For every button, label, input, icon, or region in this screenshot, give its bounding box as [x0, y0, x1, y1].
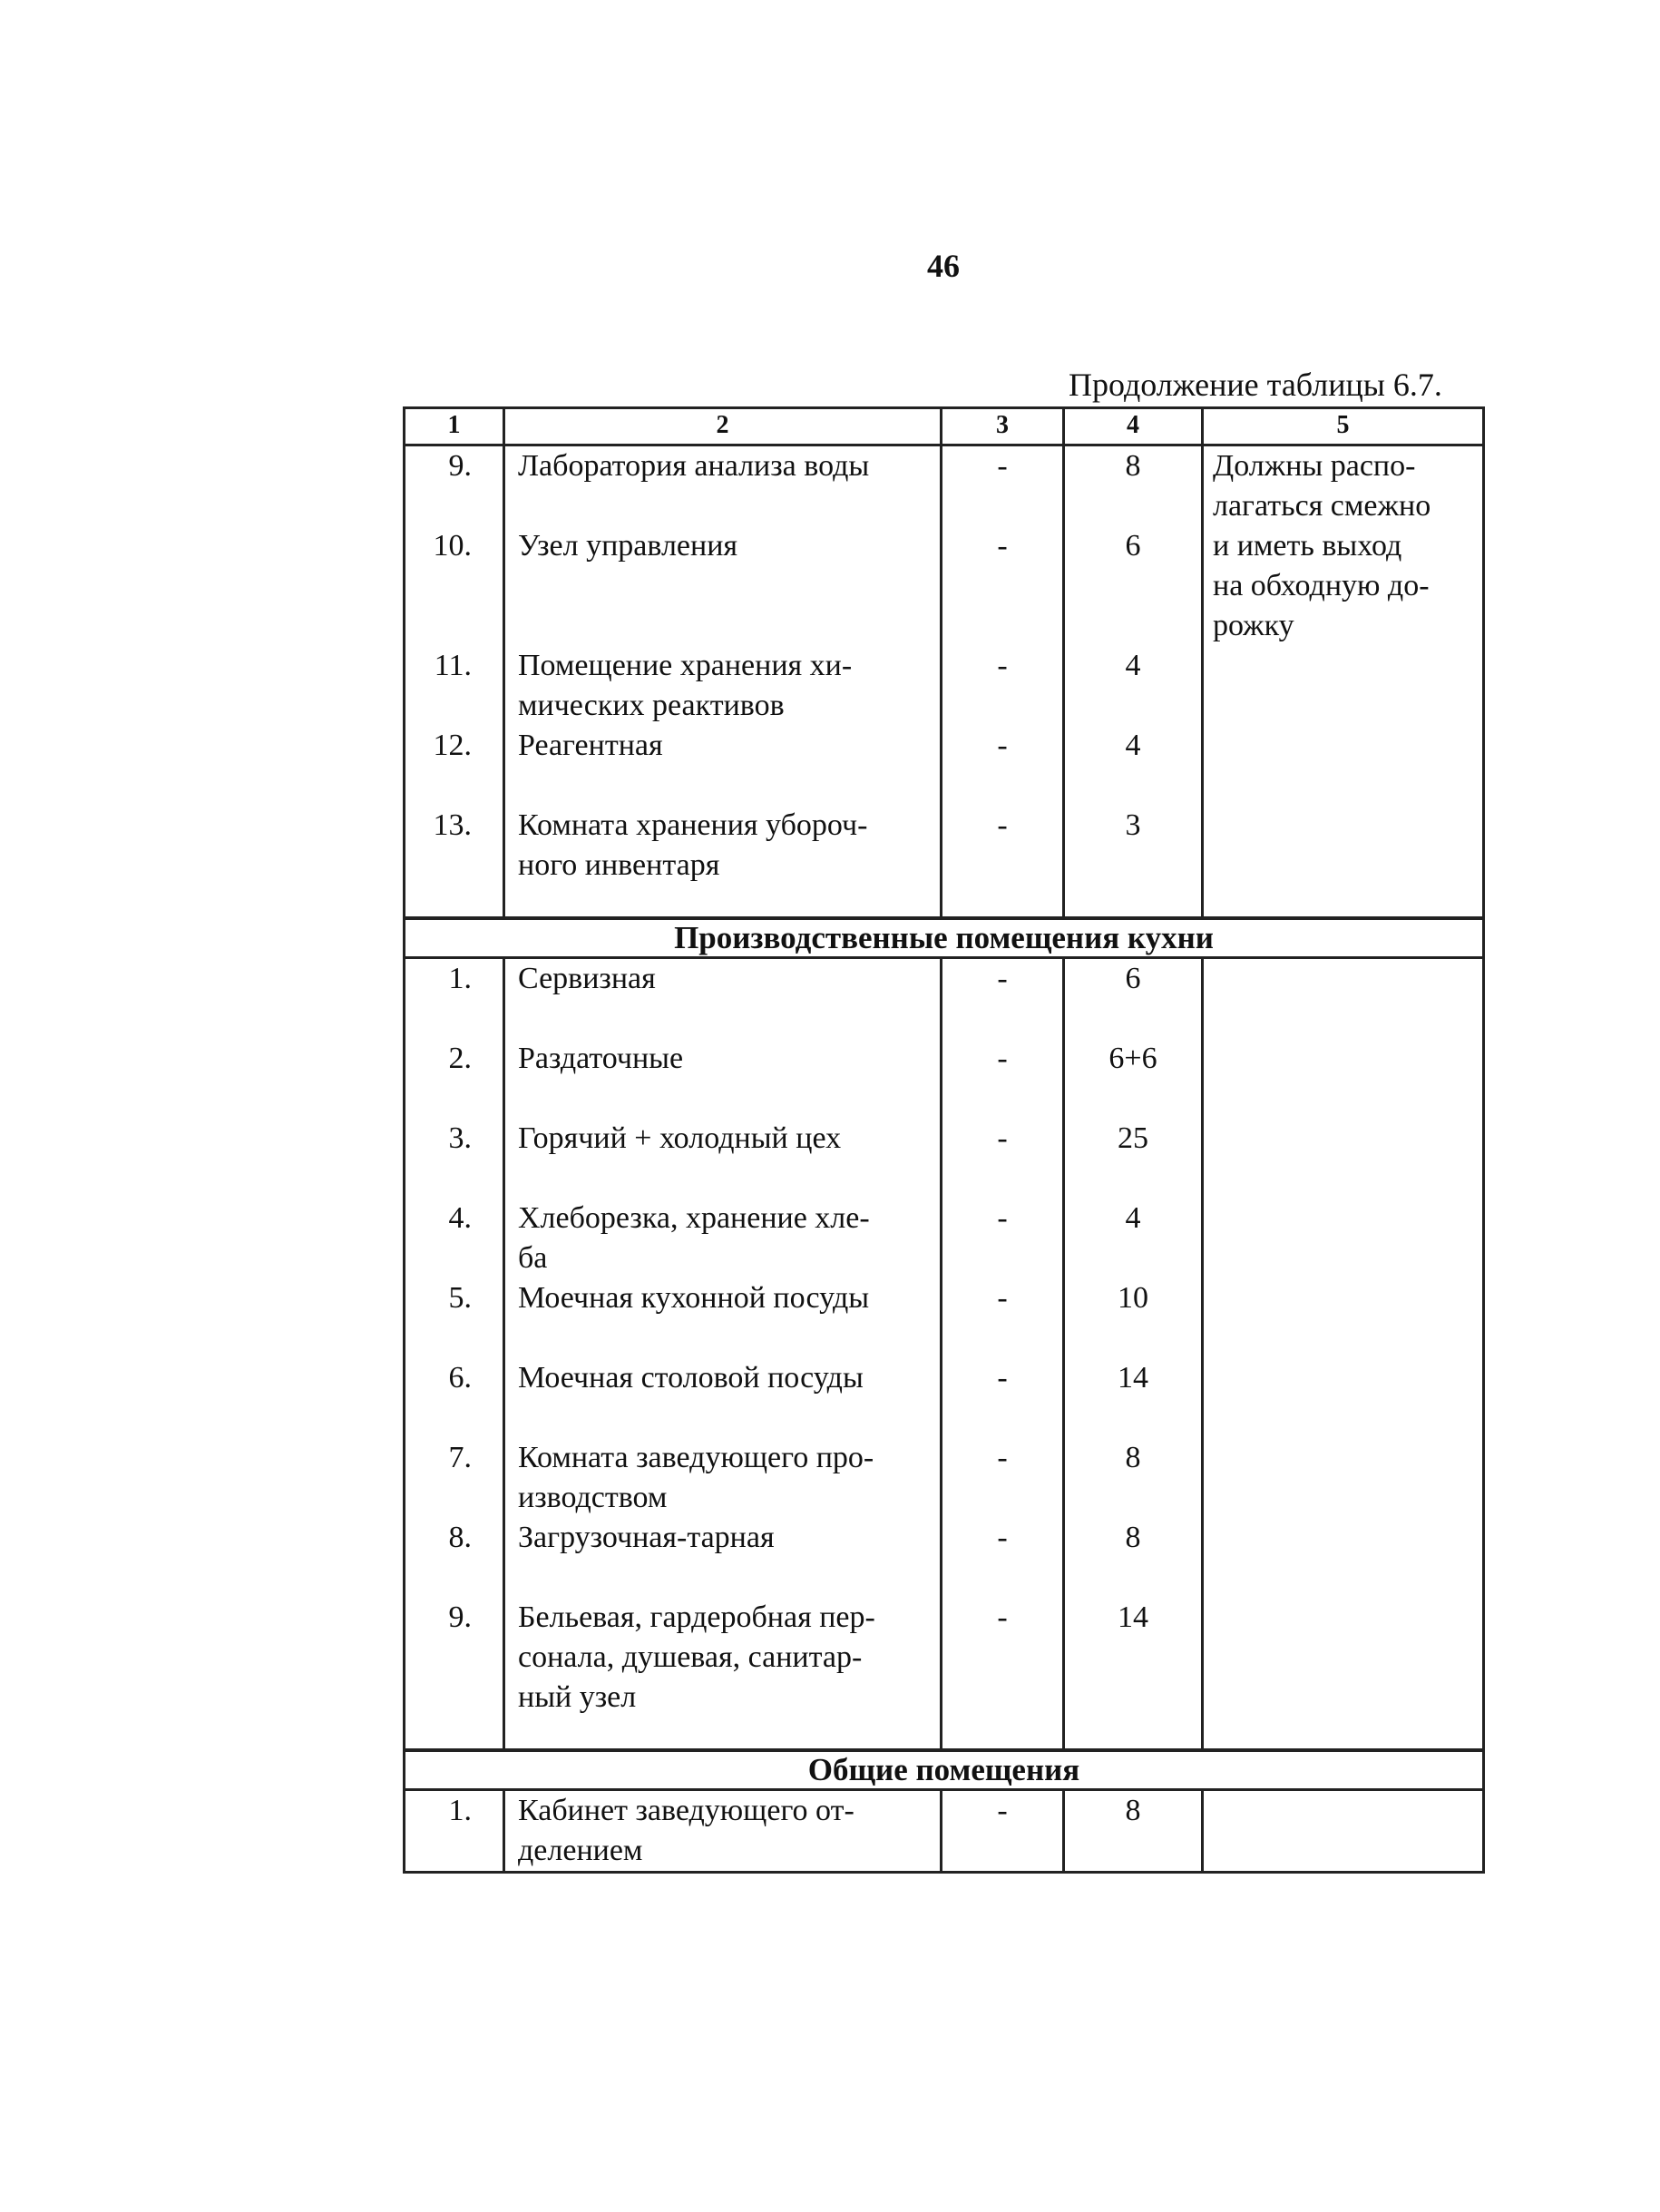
room-name: Моечная кухонной посуды: [504, 1278, 942, 1358]
column-header-5: 5: [1203, 408, 1484, 445]
col3-value: -: [942, 958, 1064, 1040]
rooms-table: [403, 406, 1485, 1874]
col3-value: -: [942, 726, 1064, 806]
note-cell: [1203, 958, 1484, 1040]
note-cell: [1203, 1039, 1484, 1119]
room-name: Помещение хранения хи- мических реактивов: [504, 646, 942, 726]
column-header-2: 2: [504, 408, 942, 445]
table-row: [405, 1790, 1484, 1873]
room-name: Комната хранения убороч- ного инвентаря: [504, 806, 942, 886]
row-number: 5.: [405, 1278, 504, 1358]
col4-value: 8: [1064, 445, 1203, 527]
row-number: 9.: [405, 445, 504, 527]
col4-value: 4: [1064, 646, 1203, 726]
col3-value: -: [942, 646, 1064, 726]
col4-value: 8: [1064, 1518, 1203, 1598]
col4-value: 6: [1064, 526, 1203, 646]
row-number: 10.: [405, 526, 504, 646]
page-number: 46: [927, 248, 960, 284]
room-name: Моечная столовой посуды: [504, 1358, 942, 1438]
room-name: Комната заведующего про- изводством: [504, 1438, 942, 1518]
col3-value: -: [942, 445, 1064, 527]
table-caption: Продолжение таблицы 6.7.: [1069, 367, 1442, 403]
table-row: [405, 445, 1484, 527]
placement-note: Должны распо- лагаться смежно и иметь выход на обходную до- рожку: [1203, 445, 1484, 919]
room-name: Реагентная: [504, 726, 942, 806]
table-row: [405, 1518, 1484, 1598]
col4-value: 6+6: [1064, 1039, 1203, 1119]
column-header-4: 4: [1064, 408, 1203, 445]
col3-value: -: [942, 1119, 1064, 1199]
col4-value: 8: [1064, 1790, 1203, 1873]
section-title-kitchen: Производственные помещения кухни: [405, 918, 1484, 958]
table-row: [405, 1598, 1484, 1718]
table-row: [405, 1438, 1484, 1518]
col3-value: -: [942, 1199, 1064, 1278]
col4-value: 4: [1064, 726, 1203, 806]
col3-value: -: [942, 1278, 1064, 1358]
col3-value: -: [942, 1598, 1064, 1718]
note-cell: [1203, 1438, 1484, 1518]
col4-value: 4: [1064, 1199, 1203, 1278]
room-name: Горячий + холодный цех: [504, 1119, 942, 1199]
row-number: 13.: [405, 806, 504, 886]
col3-value: -: [942, 1438, 1064, 1518]
table-row: [405, 1358, 1484, 1438]
room-name: Лаборатория анализа воды: [504, 445, 942, 527]
col3-value: -: [942, 1518, 1064, 1598]
section-header-row: [405, 1750, 1484, 1790]
row-number: 3.: [405, 1119, 504, 1199]
section-header-row: [405, 918, 1484, 958]
row-number: 2.: [405, 1039, 504, 1119]
col4-value: 8: [1064, 1438, 1203, 1518]
section-title-common: Общие помещения: [405, 1750, 1484, 1790]
row-number: 6.: [405, 1358, 504, 1438]
note-cell: [1203, 1790, 1484, 1873]
col4-value: 10: [1064, 1278, 1203, 1358]
col3-value: -: [942, 1790, 1064, 1873]
col3-value: -: [942, 806, 1064, 886]
table-row: [405, 1119, 1484, 1199]
col4-value: 14: [1064, 1358, 1203, 1438]
room-name: Загрузочная-тарная: [504, 1518, 942, 1598]
table-row: [405, 1039, 1484, 1119]
row-number: 1.: [405, 1790, 504, 1873]
col3-value: -: [942, 526, 1064, 646]
col4-value: 3: [1064, 806, 1203, 886]
table-row: [405, 1199, 1484, 1278]
col4-value: 14: [1064, 1598, 1203, 1718]
col4-value: 6: [1064, 958, 1203, 1040]
spacer-row: [405, 1718, 1484, 1750]
col3-value: -: [942, 1039, 1064, 1119]
room-name: Сервизная: [504, 958, 942, 1040]
room-name: Узел управления: [504, 526, 942, 646]
row-number: 7.: [405, 1438, 504, 1518]
room-name: Кабинет заведующего от- делением: [504, 1790, 942, 1873]
row-number: 1.: [405, 958, 504, 1040]
table-row: [405, 958, 1484, 1040]
note-cell: [1203, 1119, 1484, 1199]
note-cell: [1203, 1278, 1484, 1358]
row-number: 8.: [405, 1518, 504, 1598]
room-name: Раздаточные: [504, 1039, 942, 1119]
note-cell: [1203, 1518, 1484, 1598]
column-header-3: 3: [942, 408, 1064, 445]
column-header-1: 1: [405, 408, 504, 445]
row-number: 11.: [405, 646, 504, 726]
col3-value: -: [942, 1358, 1064, 1438]
note-cell: [1203, 1358, 1484, 1438]
row-number: 9.: [405, 1598, 504, 1718]
note-cell: [1203, 1598, 1484, 1718]
room-name: Бельевая, гардеробная пер- сонала, душевая, санитар- ный узел: [504, 1598, 942, 1718]
col4-value: 25: [1064, 1119, 1203, 1199]
row-number: 12.: [405, 726, 504, 806]
table-row: [405, 1278, 1484, 1358]
room-name: Хлеборезка, хранение хле- ба: [504, 1199, 942, 1278]
row-number: 4.: [405, 1199, 504, 1278]
table-header-row: [405, 408, 1484, 445]
note-cell: [1203, 1199, 1484, 1278]
